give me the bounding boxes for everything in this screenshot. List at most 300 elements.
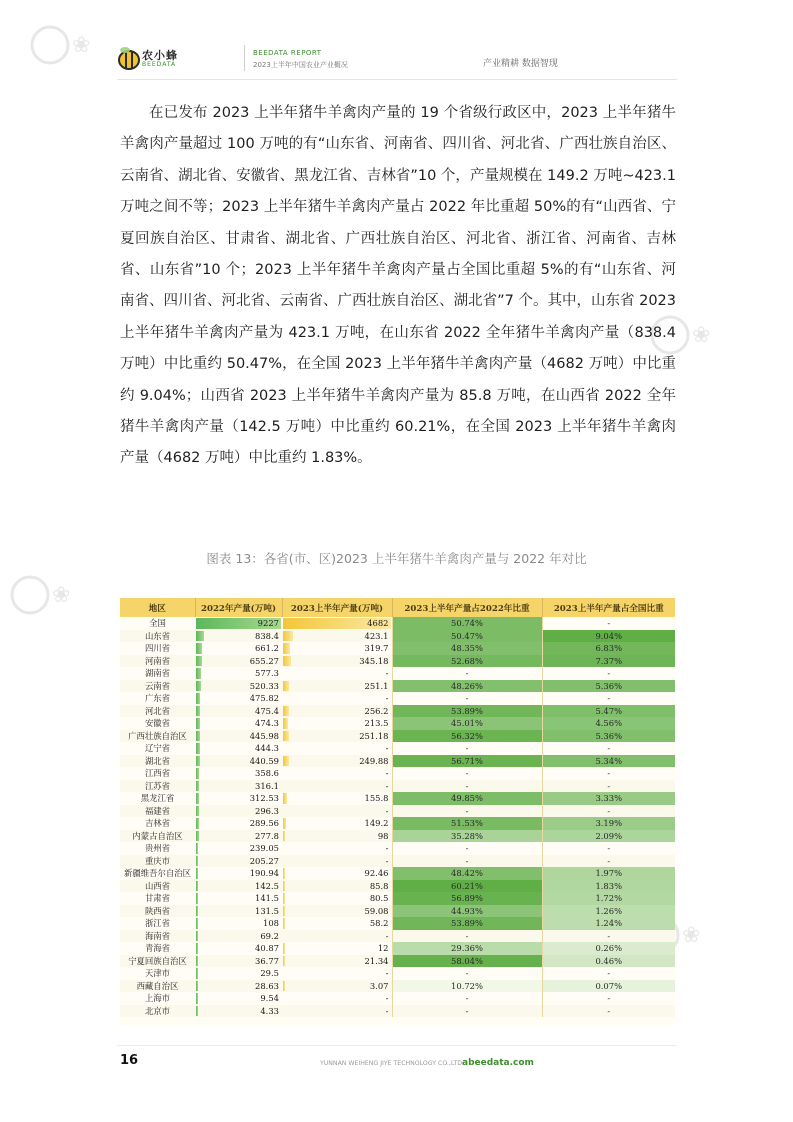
cell-2022	[195, 755, 282, 768]
cell-share-national: 0.46%	[542, 955, 675, 968]
cell-share-2022: 48.35%	[392, 642, 542, 655]
cell-share-2022: 49.85%	[392, 792, 542, 805]
value-2022: 69.2	[260, 930, 279, 941]
value-2022: 108	[263, 918, 279, 929]
bar-2022	[196, 631, 204, 642]
cell-share-2022: 51.53%	[392, 817, 542, 830]
report-subtitle: 2023上半年中国农业产业概况	[253, 61, 348, 69]
bar-2022	[196, 718, 200, 729]
value-2023h1: -	[385, 768, 389, 779]
bar-2023h1	[283, 756, 289, 767]
cell-share-national: 1.26%	[542, 905, 675, 918]
cell-share-national: 9.04%	[542, 630, 675, 643]
bar-2022	[196, 831, 199, 842]
cell-2023h1	[282, 717, 392, 730]
production-table	[120, 598, 675, 1026]
cell-2023h1	[282, 905, 392, 918]
cell-2022	[195, 805, 282, 818]
value-2023h1: 249.88	[359, 755, 389, 766]
cell-share-2022: 50.47%	[392, 630, 542, 643]
cell-share-2022: 53.89%	[392, 917, 542, 930]
cell-2022	[195, 655, 282, 668]
table-row	[120, 855, 675, 868]
table-row	[120, 767, 675, 780]
bar-2023h1	[283, 906, 285, 917]
cell-share-2022: -	[392, 992, 542, 1005]
cell-region: 福建省	[120, 805, 195, 818]
svg-text:❀: ❀	[72, 33, 91, 58]
value-2023h1: 4682	[367, 618, 389, 629]
bar-2023h1	[283, 818, 286, 829]
value-2023h1: -	[385, 843, 389, 854]
bar-2022	[196, 681, 201, 692]
footer-rule	[117, 1045, 677, 1046]
cell-2023h1	[282, 680, 392, 693]
table-row	[120, 755, 675, 768]
table-row	[120, 817, 675, 830]
value-2023h1: 98	[377, 830, 389, 841]
value-2022: 277.8	[255, 830, 279, 841]
value-2023h1: 155.8	[364, 793, 389, 804]
bar-2023h1	[283, 943, 285, 954]
bar-2023h1	[283, 918, 285, 929]
cell-2023h1	[282, 655, 392, 668]
table-row	[120, 655, 675, 668]
cell-2023h1	[282, 867, 392, 880]
bar-2022	[196, 868, 198, 879]
cell-share-2022: -	[392, 767, 542, 780]
cell-2023h1	[282, 755, 392, 768]
cell-2023h1	[282, 830, 392, 843]
watermark-logo	[10, 560, 130, 630]
cell-share-2022: -	[392, 1005, 542, 1018]
bar-2022	[196, 706, 200, 717]
cell-2023h1	[282, 892, 392, 905]
table-row	[120, 705, 675, 718]
value-2023h1: 3.07	[369, 980, 389, 991]
footer-site: abeedata.com	[462, 1058, 534, 1068]
footer-company: YUNNAN WEIHENG JIYE TECHNOLOGY CO.,LTD.	[320, 1060, 464, 1067]
table-row	[120, 905, 675, 918]
cell-2022	[195, 992, 282, 1005]
cell-2023h1	[282, 767, 392, 780]
col-header-share-2022: 2023上半年产量占2022年比重	[392, 598, 542, 617]
cell-2022	[195, 617, 282, 630]
bar-2022	[196, 656, 202, 667]
cell-share-national: 0.07%	[542, 980, 675, 993]
value-2022: 28.63	[255, 980, 279, 991]
cell-share-2022: -	[392, 805, 542, 818]
cell-share-national: 7.37%	[542, 655, 675, 668]
bar-2022	[196, 743, 200, 754]
cell-2023h1	[282, 705, 392, 718]
cell-2022	[195, 817, 282, 830]
cell-region: 天津市	[120, 967, 195, 980]
bar-2022	[196, 993, 198, 1004]
bar-2022	[196, 806, 199, 817]
logo-text: 农小蜂	[142, 49, 178, 62]
figure-caption: 图表 13：各省(市、区)2023 上半年猪牛羊禽肉产量与 2022 年对比	[206, 551, 587, 566]
cell-2022	[195, 930, 282, 943]
value-2022: 190.94	[249, 868, 279, 879]
cell-2023h1	[282, 917, 392, 930]
cell-share-2022: -	[392, 742, 542, 755]
bar-2023h1	[283, 643, 290, 654]
cell-share-national: -	[542, 930, 675, 943]
cell-share-2022: -	[392, 855, 542, 868]
cell-share-national: -	[542, 617, 675, 630]
cell-region: 辽宁省	[120, 742, 195, 755]
bar-2023h1	[283, 718, 288, 729]
value-2022: 9227	[257, 618, 279, 629]
cell-2023h1	[282, 980, 392, 993]
table-row	[120, 980, 675, 993]
cell-share-national: -	[542, 842, 675, 855]
cell-share-2022: -	[392, 930, 542, 943]
cell-region: 湖南省	[120, 667, 195, 680]
body-paragraph: 在已发布 2023 上半年猪牛羊禽肉产量的 19 个省级行政区中，2023 上半年猪牛羊禽肉产量超过 100 万吨的有“山东省、河南省、四川省、河北省、广西壮族自治区、云南省、湖北省、安徽省、黑龙江省、吉林省”10 个，产量规模在 149.2 万吨~423.1 万吨之间不等；2023 上半年猪牛羊禽肉产量占 2022 年比重超 50%的有“山西省、宁夏回族自治区、甘肃省、湖北省、广西壮族自治区、河北省、浙江省、河南省、吉林省、山东省”10 个；2023 上半年猪牛羊禽肉产量占全国比重超 5%的有“山东省、河南省、四川省、河北省、云南省、广西壮族自治区、湖北省”7 个。其中，山东省 2023 上半年猪牛羊禽肉产量为 423.1 万吨，在山东省 2022 全年猪牛羊禽肉产量（838.4 万吨）中比重约 50.47%，在全国 2023 上半年猪牛羊禽肉产量（4682 万吨）中比重约 9.04%；山西省 2023 上半年猪牛羊禽肉产量为 85.8 万吨，在山西省 2022 全年猪牛羊禽肉产量（142.5 万吨）中比重约 60.21%，在全国 2023 上半年猪牛羊禽肉产量（4682 万吨）中比重约 1.83%。	[120, 105, 676, 467]
cell-share-2022: 56.89%	[392, 892, 542, 905]
cell-2023h1	[282, 642, 392, 655]
bar-2022	[196, 793, 199, 804]
table-row	[120, 992, 675, 1005]
bar-2022	[196, 856, 198, 867]
table-row	[120, 717, 675, 730]
value-2022: 445.98	[249, 730, 279, 741]
cell-share-2022: 52.68%	[392, 655, 542, 668]
cell-share-2022: 53.89%	[392, 705, 542, 718]
report-label: BEEDATA REPORT	[253, 49, 322, 57]
value-2022: 239.05	[249, 843, 279, 854]
cell-share-national: -	[542, 855, 675, 868]
cell-2022	[195, 630, 282, 643]
cell-share-national: 5.36%	[542, 730, 675, 743]
bar-2022	[196, 931, 198, 942]
value-2023h1: -	[385, 855, 389, 866]
value-2023h1: -	[385, 1005, 389, 1016]
cell-2022	[195, 980, 282, 993]
cell-share-2022: 58.04%	[392, 955, 542, 968]
cell-2022	[195, 742, 282, 755]
cell-2023h1	[282, 692, 392, 705]
cell-2023h1	[282, 780, 392, 793]
value-2022: 142.5	[255, 880, 279, 891]
cell-region: 内蒙古自治区	[120, 830, 195, 843]
table-row	[120, 842, 675, 855]
cell-region: 浙江省	[120, 917, 195, 930]
cell-share-2022: 45.01%	[392, 717, 542, 730]
table-row	[120, 955, 675, 968]
cell-share-national: -	[542, 1005, 675, 1018]
table-row	[120, 730, 675, 743]
table-row	[120, 780, 675, 793]
cell-share-2022: 60.21%	[392, 880, 542, 893]
cell-share-2022: 10.72%	[392, 980, 542, 993]
cell-2023h1	[282, 855, 392, 868]
table-row	[120, 892, 675, 905]
cell-region: 江苏省	[120, 780, 195, 793]
table-row	[120, 967, 675, 980]
cell-2022	[195, 855, 282, 868]
cell-2023h1	[282, 667, 392, 680]
bar-2022	[196, 956, 198, 967]
cell-region: 上海市	[120, 992, 195, 1005]
value-2023h1: -	[385, 968, 389, 979]
cell-2022	[195, 780, 282, 793]
value-2022: 358.6	[255, 768, 279, 779]
cell-share-2022: -	[392, 692, 542, 705]
table-row	[120, 642, 675, 655]
cell-share-national: -	[542, 692, 675, 705]
header-rule	[117, 79, 677, 80]
table-row	[120, 917, 675, 930]
bar-2023h1	[283, 868, 285, 879]
cell-2023h1	[282, 930, 392, 943]
col-header-region: 地区	[120, 598, 195, 617]
bar-2022	[196, 981, 198, 992]
cell-2022	[195, 880, 282, 893]
cell-share-2022: 50.74%	[392, 617, 542, 630]
value-2022: 131.5	[255, 905, 279, 916]
cell-2022	[195, 967, 282, 980]
value-2023h1: 251.18	[359, 730, 389, 741]
cell-2022	[195, 730, 282, 743]
cell-share-national: -	[542, 992, 675, 1005]
cell-2022	[195, 942, 282, 955]
value-2023h1: 58.2	[369, 918, 389, 929]
value-2022: 29.5	[260, 968, 279, 979]
cell-share-national: 5.34%	[542, 755, 675, 768]
value-2023h1: 319.7	[364, 643, 389, 654]
value-2023h1: 256.2	[364, 705, 389, 716]
cell-2023h1	[282, 842, 392, 855]
cell-2022	[195, 717, 282, 730]
table-row	[120, 930, 675, 943]
header-tagline: 产业精耕 数据智现	[483, 59, 558, 69]
cell-share-2022: 48.42%	[392, 867, 542, 880]
cell-region: 云南省	[120, 680, 195, 693]
cell-2022	[195, 642, 282, 655]
cell-2022	[195, 767, 282, 780]
cell-share-national: 1.72%	[542, 892, 675, 905]
bar-2022	[196, 668, 201, 679]
cell-2022	[195, 667, 282, 680]
cell-share-2022: 29.36%	[392, 942, 542, 955]
value-2023h1: -	[385, 930, 389, 941]
value-2023h1: 59.08	[364, 905, 389, 916]
value-2022: 296.3	[255, 805, 279, 816]
table-row	[120, 680, 675, 693]
value-2022: 316.1	[255, 780, 279, 791]
cell-share-2022: 44.93%	[392, 905, 542, 918]
cell-2023h1	[282, 880, 392, 893]
cell-region: 宁夏回族自治区	[120, 955, 195, 968]
col-header-2023h1: 2023上半年产量(万吨)	[282, 598, 392, 617]
cell-2023h1	[282, 805, 392, 818]
cell-share-national: -	[542, 767, 675, 780]
cell-2023h1	[282, 1005, 392, 1018]
value-2022: 661.2	[255, 643, 279, 654]
data-table	[120, 598, 675, 1017]
bar-2022	[196, 731, 200, 742]
cell-share-national: 1.97%	[542, 867, 675, 880]
value-2022: 9.54	[260, 993, 279, 1004]
cell-2022	[195, 792, 282, 805]
cell-2023h1	[282, 992, 392, 1005]
cell-share-national: -	[542, 667, 675, 680]
bar-2022	[196, 643, 202, 654]
cell-2022	[195, 867, 282, 880]
value-2022: 474.3	[255, 718, 279, 729]
cell-2022	[195, 692, 282, 705]
cell-share-national: 3.19%	[542, 817, 675, 830]
cell-share-national: 3.33%	[542, 792, 675, 805]
col-header-share-national: 2023上半年产量占全国比重	[542, 598, 675, 617]
value-2022: 520.33	[249, 680, 279, 691]
bar-2022	[196, 843, 198, 854]
value-2022: 205.27	[249, 855, 279, 866]
cell-share-national: 1.24%	[542, 917, 675, 930]
bar-2022	[196, 1006, 198, 1017]
cell-2023h1	[282, 817, 392, 830]
bar-2022	[196, 943, 198, 954]
cell-region: 重庆市	[120, 855, 195, 868]
svg-text:❀: ❀	[692, 323, 711, 348]
table-row	[120, 630, 675, 643]
bar-2023h1	[283, 981, 285, 992]
cell-2022	[195, 892, 282, 905]
bar-2022	[196, 881, 198, 892]
table-row	[120, 742, 675, 755]
value-2023h1: -	[385, 743, 389, 754]
cell-region: 江西省	[120, 767, 195, 780]
cell-share-2022: 56.71%	[392, 755, 542, 768]
cell-region: 河北省	[120, 705, 195, 718]
cell-2023h1	[282, 942, 392, 955]
cell-share-2022: 35.28%	[392, 830, 542, 843]
cell-2022	[195, 917, 282, 930]
bar-2023h1	[283, 881, 285, 892]
table-row	[120, 617, 675, 630]
cell-region: 湖北省	[120, 755, 195, 768]
cell-2022	[195, 955, 282, 968]
cell-share-2022: 48.26%	[392, 680, 542, 693]
logo-subtext: BEEDATA	[142, 61, 177, 68]
cell-region: 吉林省	[120, 817, 195, 830]
cell-share-national: 5.36%	[542, 680, 675, 693]
bar-2023h1	[283, 681, 289, 692]
svg-text:❀: ❀	[52, 583, 71, 608]
bar-2022	[196, 906, 198, 917]
header-divider	[244, 45, 245, 71]
table-row	[120, 1005, 675, 1018]
cell-2023h1	[282, 617, 392, 630]
bar-2022	[196, 818, 199, 829]
value-2022: 36.77	[255, 955, 279, 966]
bar-2022	[196, 768, 199, 779]
cell-2022	[195, 1005, 282, 1018]
bar-2022	[196, 918, 198, 929]
cell-region: 新疆维吾尔自治区	[120, 867, 195, 880]
value-2023h1: 213.5	[364, 718, 389, 729]
value-2023h1: 80.5	[369, 893, 389, 904]
cell-2022	[195, 842, 282, 855]
cell-2023h1	[282, 730, 392, 743]
table-row	[120, 692, 675, 705]
table-body	[120, 617, 675, 1017]
cell-region: 全国	[120, 617, 195, 630]
cell-share-national: -	[542, 742, 675, 755]
cell-share-2022: -	[392, 842, 542, 855]
cell-region: 甘肃省	[120, 892, 195, 905]
cell-region: 山东省	[120, 630, 195, 643]
table-row	[120, 942, 675, 955]
cell-share-national: 4.56%	[542, 717, 675, 730]
cell-2023h1	[282, 792, 392, 805]
bar-2023h1	[283, 731, 289, 742]
cell-share-national: 2.09%	[542, 830, 675, 843]
cell-region: 青海省	[120, 942, 195, 955]
cell-region: 广东省	[120, 692, 195, 705]
cell-2022	[195, 680, 282, 693]
cell-share-2022: -	[392, 667, 542, 680]
page-header	[0, 0, 793, 84]
cell-share-national: 0.26%	[542, 942, 675, 955]
cell-2023h1	[282, 967, 392, 980]
bar-2023h1	[283, 793, 287, 804]
value-2023h1: -	[385, 805, 389, 816]
bar-2022	[196, 893, 198, 904]
value-2022: 444.3	[255, 743, 279, 754]
value-2022: 577.3	[255, 668, 279, 679]
value-2023h1: 345.18	[359, 655, 389, 666]
bar-2023h1	[283, 831, 285, 842]
table-row	[120, 805, 675, 818]
table-row	[120, 830, 675, 843]
table-row	[120, 792, 675, 805]
cell-region: 河南省	[120, 655, 195, 668]
value-2023h1: -	[385, 780, 389, 791]
value-2022: 655.27	[249, 655, 279, 666]
cell-region: 广西壮族自治区	[120, 730, 195, 743]
cell-2022	[195, 830, 282, 843]
value-2022: 440.59	[249, 755, 279, 766]
value-2023h1: 251.1	[364, 680, 389, 691]
value-2023h1: 12	[377, 943, 389, 954]
value-2022: 141.5	[255, 893, 279, 904]
value-2023h1: 92.46	[364, 868, 389, 879]
cell-region: 西藏自治区	[120, 980, 195, 993]
bar-2023h1	[283, 893, 285, 904]
cell-region: 海南省	[120, 930, 195, 943]
cell-2023h1	[282, 630, 392, 643]
bar-2023h1	[283, 706, 289, 717]
cell-share-national: -	[542, 805, 675, 818]
cell-region: 北京市	[120, 1005, 195, 1018]
bar-2022	[196, 756, 200, 767]
value-2023h1: -	[385, 993, 389, 1004]
cell-share-national: 1.83%	[542, 880, 675, 893]
cell-region: 安徽省	[120, 717, 195, 730]
cell-2023h1	[282, 955, 392, 968]
cell-region: 黑龙江省	[120, 792, 195, 805]
bar-2023h1	[283, 956, 285, 967]
value-2023h1: 21.34	[364, 955, 389, 966]
value-2022: 838.4	[255, 630, 279, 641]
value-2022: 312.53	[249, 793, 279, 804]
page-number: 16	[120, 1053, 139, 1068]
value-2023h1: -	[385, 668, 389, 679]
